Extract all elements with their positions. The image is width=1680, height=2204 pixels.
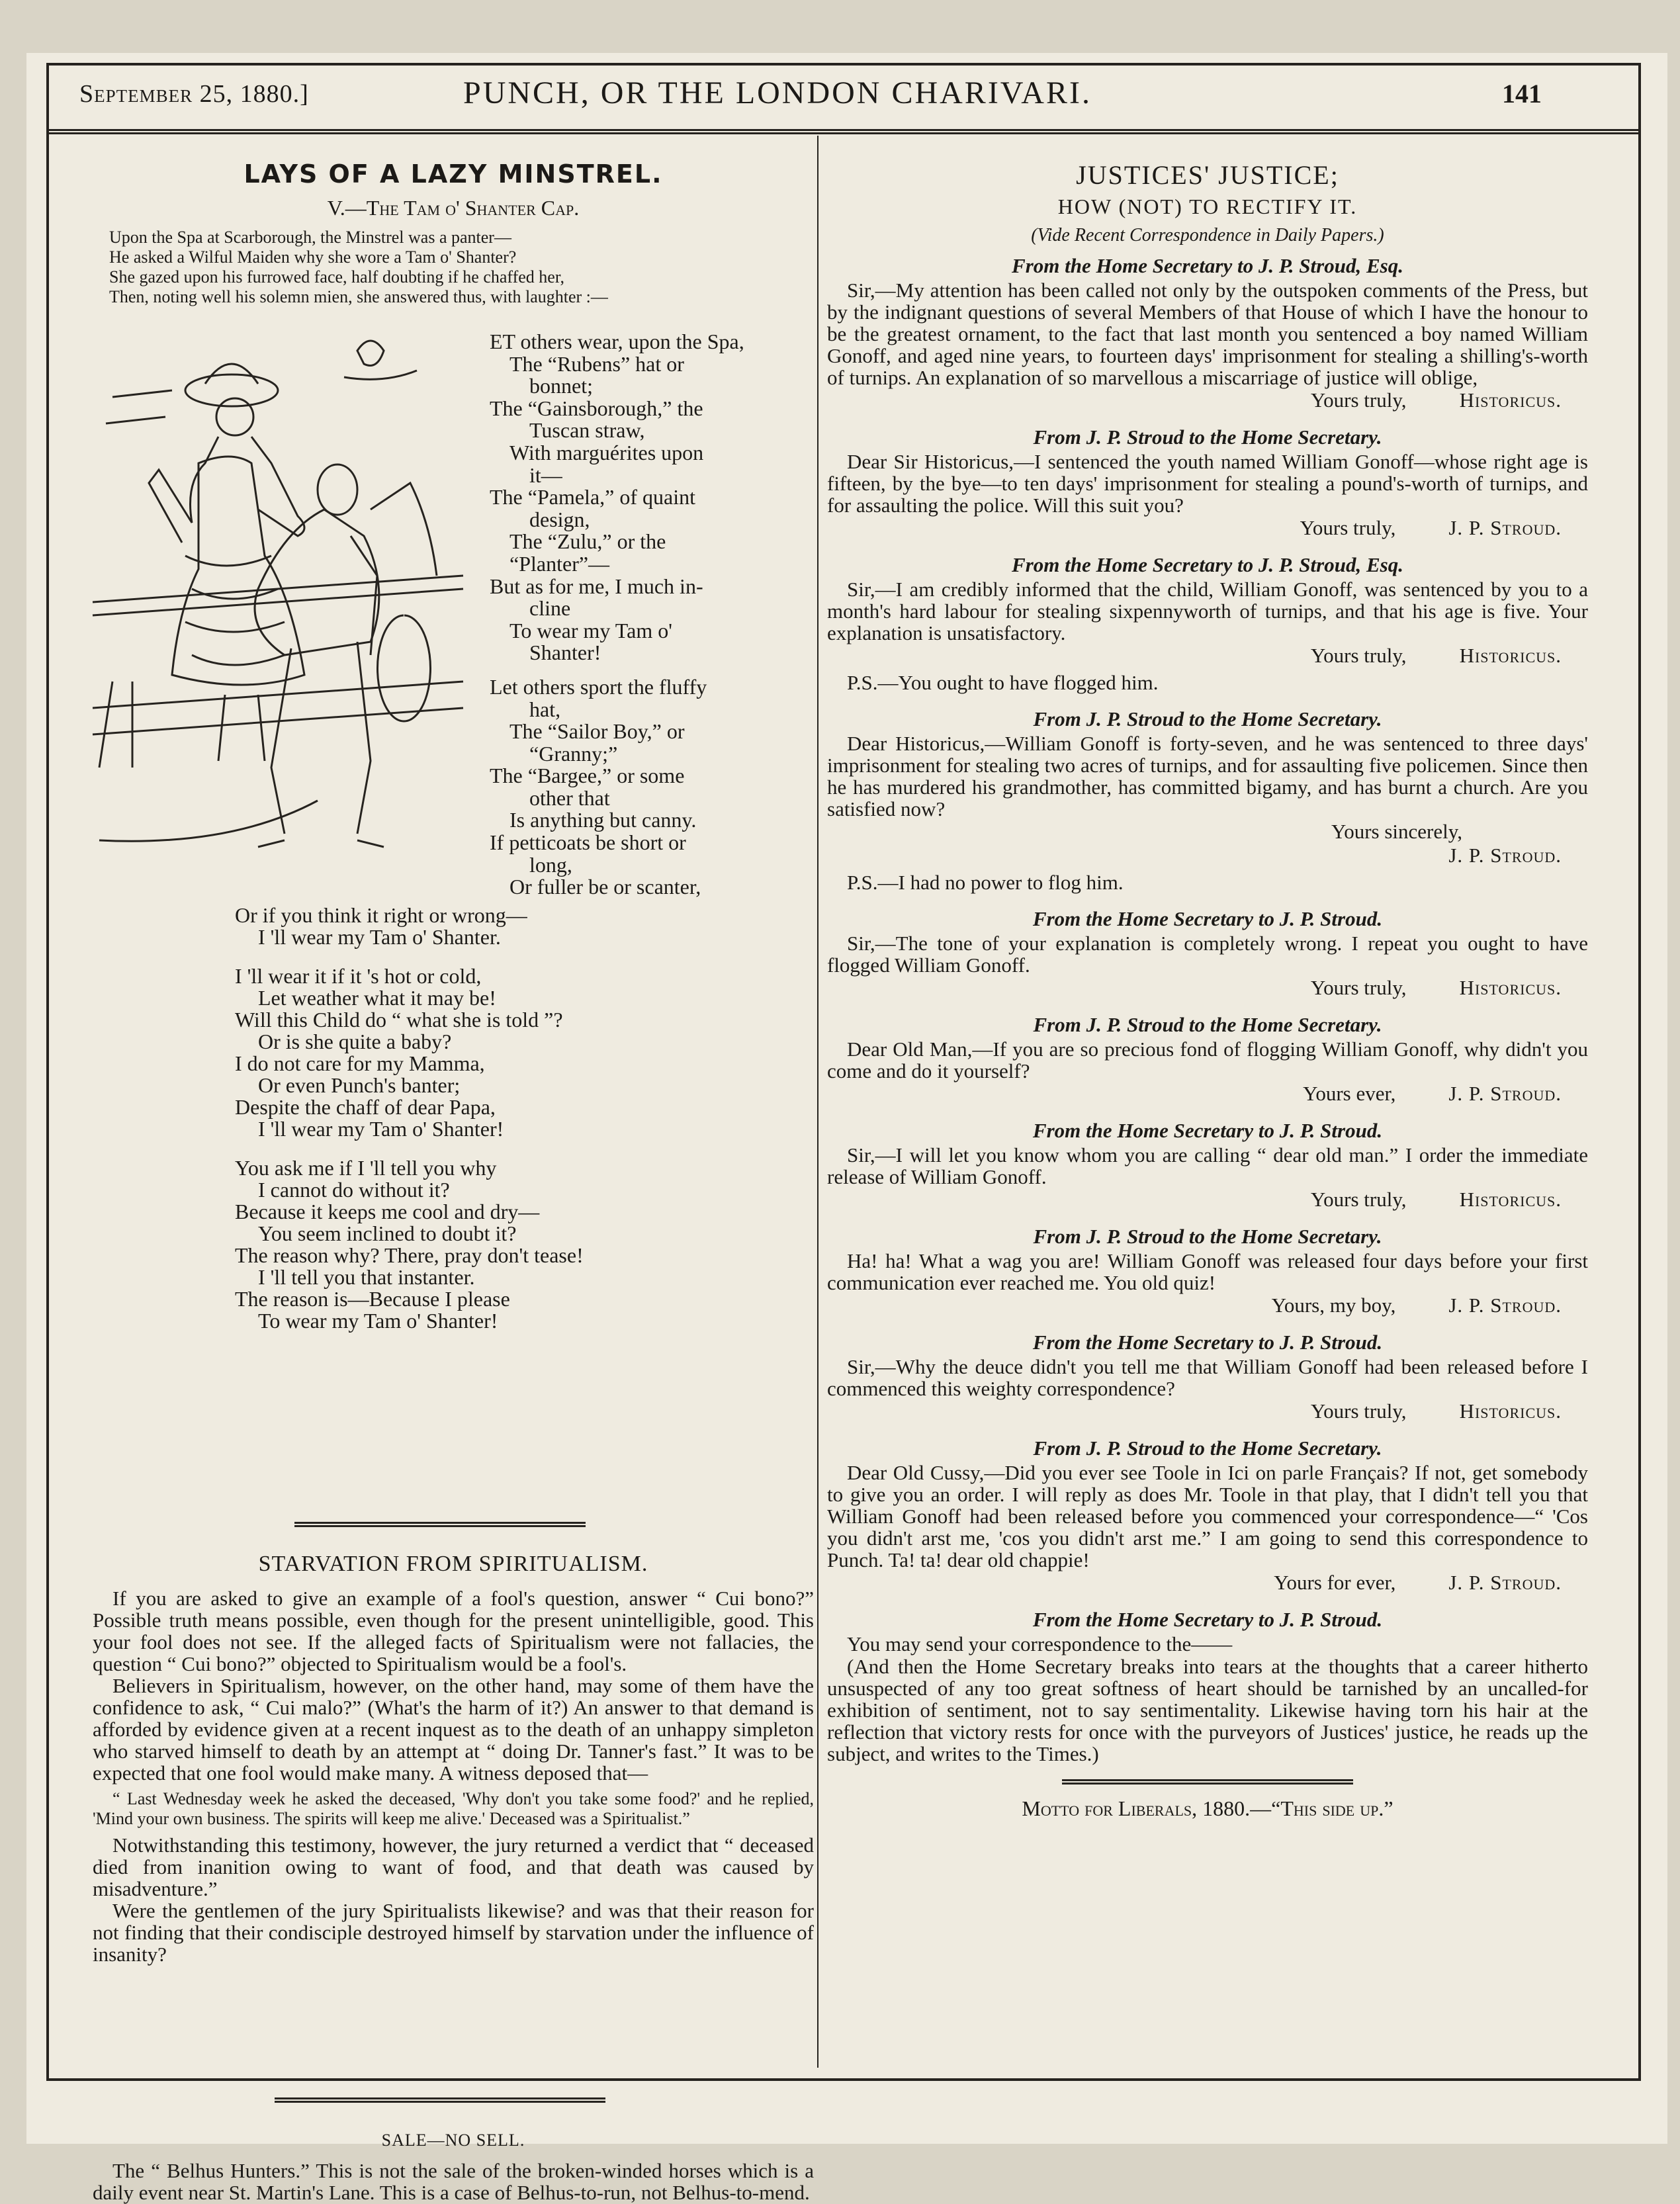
sale-paragraph: The “ Belhus Hunters.” This is not the sale of the broken-winded horses which is a daily event near St. Martin's Lane. This is a case of Belhus-to-run, not Belhus-to-mend. [93, 2159, 814, 2204]
lays-subtitle: V.—The Tam o' Shanter Cap. [327, 196, 580, 220]
letter-body: Dear Sir Historicus,—I sentenced the youth named William Gonoff—whose right age is fifteen, by the bye—to ten days' imprisonment for stealing a pound's-worth of turnips, and for assaulting the police. Will this suit you? [827, 450, 1588, 517]
letter-closing: Yours truly, [1310, 976, 1407, 999]
letter-signature: J. P. Stroud. [1448, 1571, 1562, 1594]
poem-line: If petticoats be short or [490, 830, 686, 855]
poem-stanzas [235, 904, 584, 1332]
intro-line: He asked a Wilful Maiden why she wore a Tam o' Shanter? [109, 247, 517, 267]
poem-line: The “Rubens” hat or [509, 351, 684, 376]
poem-line: The “Pamela,” of quaint [490, 485, 695, 509]
poem-line: it— [529, 463, 562, 487]
letter [827, 706, 1588, 894]
letter-closing: Yours truly, [1310, 644, 1407, 667]
letter-body: Dear Historicus,—William Gonoff is forty-seven, and he was sentenced to three days' imprisonment for stealing two acres of turnips, and for assaulting five policemen. Since then he has murdered his grandmother, has committed bigamy, and has burnt a church. Are you satisfied now? [827, 732, 1588, 820]
letter-signature: J. P. Stroud. [1448, 516, 1562, 539]
intro-line: Upon the Spa at Scarborough, the Minstrel was a panter— [109, 228, 511, 247]
poem-line: other that [529, 785, 610, 810]
starvation-paragraph: Notwithstanding this testimony, however, the jury returned a verdict that “ deceased died from inanition owing to want of food, and that death was caused by misadventure.” [93, 1833, 814, 1900]
left-column [93, 159, 814, 2204]
letter-heading: From the Home Secretary to J. P. Stroud, Esq. [1012, 254, 1403, 277]
letter-postscript: P.S.—I had no power to flog him. [847, 871, 1124, 894]
letter-signature: Historicus. [1459, 976, 1562, 999]
poem-line: Or even Punch's banter; [258, 1073, 461, 1097]
letter [827, 1012, 1588, 1106]
section-rule [275, 2097, 605, 2103]
letter [827, 1223, 1588, 1317]
poem-line: But as for me, I much in- [490, 574, 703, 598]
letter-closing: Yours sincerely, [1331, 820, 1462, 843]
starvation-title: STARVATION FROM SPIRITUALISM. [258, 1552, 648, 1576]
section-rule [1062, 1779, 1353, 1785]
poem-line: Or if you think it right or wrong— [235, 903, 527, 927]
poem-line: You ask me if I 'll tell you why [235, 1156, 497, 1180]
poem-line: I 'll tell you that instanter. [258, 1265, 475, 1289]
letter [827, 906, 1588, 1000]
poem-line: long, [529, 852, 572, 877]
letter-heading: From J. P. Stroud to the Home Secretary. [1033, 1436, 1382, 1460]
justices-subtitle: HOW (NOT) TO RECTIFY IT. [1057, 195, 1358, 218]
letter [827, 552, 1588, 694]
letter-closing: Yours ever, [1303, 1082, 1396, 1105]
letter-signature: Historicus. [1459, 1188, 1562, 1211]
letter-heading: From the Home Secretary to J. P. Stroud. [1032, 907, 1383, 930]
letter-body: Ha! ha! What a wag you are! William Gonoff was released four days before your first communication ever reached me. You old quiz! [827, 1249, 1588, 1294]
letter-body: You may send your correspondence to the—— [847, 1632, 1233, 1655]
letter-heading: From the Home Secretary to J. P. Stroud. [1032, 1608, 1383, 1631]
letter-closing: Yours truly, [1310, 388, 1407, 412]
poem-line: I cannot do without it? [258, 1178, 450, 1202]
poem-line: With marguérites upon [509, 440, 704, 464]
letter-body: Dear Old Cussy,—Did you ever see Toole in Ici on parle Français? If not, get somebody to give you an order. I will reply as does Mr. Toole in that play, that I didn't tell you that William Gonoff had been released before you commenced your correspondence—“ 'Cos you didn't arst me, 'cos you didn't arst me.” I am going to send this correspondence to Punch. Ta! ta! dear old chappie! [827, 1461, 1588, 1571]
starvation-article [93, 1552, 814, 1965]
letter [827, 1435, 1588, 1595]
letter-heading: From J. P. Stroud to the Home Secretary. [1033, 1013, 1382, 1036]
letter-signature: Historicus. [1459, 388, 1562, 412]
lays-title: LAYS OF A LAZY MINSTREL. [243, 159, 663, 189]
poem-line: The reason is—Because I please [235, 1287, 510, 1311]
sale-title: SALE—NO SELL. [381, 2131, 525, 2150]
poem-line: hat, [529, 697, 561, 721]
poem-side-text [490, 331, 814, 899]
letter [827, 1118, 1588, 1212]
poem-line: “Granny;” [529, 741, 618, 766]
letter [827, 1607, 1588, 1765]
poem-line: Or is she quite a baby? [258, 1030, 452, 1053]
poem-line: Shanter! [529, 640, 601, 665]
letter-closing: Yours truly, [1310, 1188, 1407, 1211]
poem-line: I 'll wear my Tam o' Shanter! [258, 1117, 504, 1141]
masthead-title: PUNCH, OR THE LONDON CHARIVARI. [463, 75, 1092, 110]
poem-line: Let weather what it may be! [258, 986, 496, 1010]
letter-signature: Historicus. [1459, 644, 1562, 667]
letter-body: Dear Old Man,—If you are so precious fond of flogging William Gonoff, why didn't you come and do it yourself? [827, 1037, 1588, 1082]
vide-note: (Vide Recent Correspondence in Daily Papers.) [1031, 225, 1384, 245]
poem-line: Is anything but canny. [509, 808, 697, 832]
poem-line: I 'll wear it if it 's hot or cold, [235, 964, 482, 988]
poem-line: The “Sailor Boy,” or [509, 719, 685, 744]
starvation-paragraph: Were the gentlemen of the jury Spiritualists likewise? and was that their reason for not finding that their condisciple destroyed himself by starvation under the influence of insanity? [93, 1899, 814, 1966]
poem-line: Let others sport the fluffy [490, 674, 707, 699]
poem-line: Or fuller be or scanter, [509, 875, 701, 899]
letter-heading: From the Home Secretary to J. P. Stroud. [1032, 1119, 1383, 1142]
letter-body: Sir,—I am credibly informed that the child, William Gonoff, was sentenced by you to a month's hard labour for stealing sixpennyworth of turnips, and that his age is five. Your explanation is unsatisfactory. [827, 578, 1588, 644]
closing-note: (And then the Home Secretary breaks into tears at the thoughts that a career hitherto unsuspected of any too great softness of heart should be tarnished by an uncalled-for exhibition of sentiment, not to say sentimentality. Likewise having torn his hair at the reflection that victory rests for once with the purveyors of Justices' justice, he reads up the subject, and writes to the Times.) [827, 1655, 1588, 1765]
letter-postscript: P.S.—You ought to have flogged him. [847, 671, 1159, 694]
witness-quote: “ Last Wednesday week he asked the deceased, 'Why don't you take some food?' and he replied, 'Mind your own business. The spirits will keep me alive.' Deceased was a Spiritualist.” [93, 1789, 814, 1828]
letter-signature: J. P. Stroud. [1448, 1294, 1562, 1317]
letter-signature: Historicus. [1459, 1399, 1562, 1423]
letter-body: Sir,—The tone of your explanation is completely wrong. I repeat you ought to have flogged William Gonoff. [827, 932, 1588, 977]
poem-line: The “Bargee,” or some [490, 764, 685, 788]
letter-body: Sir,—Why the deuce didn't you tell me that William Gonoff had been released before I commenced this weighty correspondence? [827, 1355, 1588, 1400]
poem-line: ET others wear, upon the Spa, [490, 330, 744, 353]
poem-line: Despite the chaff of dear Papa, [235, 1095, 496, 1119]
poem-line: design, [529, 507, 590, 531]
column-divider [817, 136, 818, 2068]
starvation-paragraph: Believers in Spiritualism, however, on the other hand, may some of them have the confidence to ask, “ Cui malo?” (What's the harm of it?) An answer to that demand is afforded by evidence given at a recent inquest as to the death of an unhappy simpleton who starved himself to death by an attempt at “ doing Dr. Tanner's fast.” It was to be expected that one fool would make many. A witness deposed that— [93, 1674, 814, 1785]
poem-line: The reason why? There, pray don't tease! [235, 1243, 584, 1267]
letter-closing: Yours for ever, [1274, 1571, 1396, 1594]
poem-line: Tuscan straw, [529, 418, 645, 443]
sale-article [93, 2131, 814, 2203]
letter-body: Sir,—I will let you know whom you are calling “ dear old man.” I order the immediate release of William Gonoff. [827, 1143, 1588, 1188]
letter [827, 253, 1588, 412]
poem-line: The “Gainsborough,” the [490, 396, 703, 420]
letter-closing: Yours truly, [1310, 1399, 1407, 1423]
letter-signature: J. P. Stroud. [1448, 1082, 1562, 1105]
intro-line: Then, noting well his solemn mien, she answered thus, with laughter :— [109, 287, 608, 306]
poem-line: I do not care for my Mamma, [235, 1051, 485, 1075]
motto: Motto for Liberals, 1880.—“This side up.” [1022, 1796, 1393, 1820]
poem-line: Will this Child do “ what she is told ”? [235, 1008, 563, 1032]
header-rule [46, 129, 1641, 134]
poem-line: To wear my Tam o' Shanter! [258, 1309, 498, 1333]
poem-line: Because it keeps me cool and dry— [235, 1200, 540, 1223]
poem-line: bonnet; [529, 374, 593, 398]
letter-heading: From J. P. Stroud to the Home Secretary. [1033, 707, 1382, 730]
issue-date: September 25, 1880.] [79, 80, 309, 108]
poem-line: To wear my Tam o' [509, 618, 672, 642]
intro-line: She gazed upon his furrowed face, half doubting if he chaffed her, [109, 267, 564, 287]
right-column [827, 159, 1588, 1823]
poem-line: I 'll wear my Tam o' Shanter. [258, 925, 501, 949]
letter-heading: From J. P. Stroud to the Home Secretary. [1033, 1225, 1382, 1248]
starvation-paragraph: If you are asked to give an example of a fool's question, answer “ Cui bono?” Possible truth means possible, even though for the present unintelligible, good. This your fool does not see. If the alleged facts of Spiritualism were not fallacies, the question “ Cui bono?” objected to Spiritualism would be a fool's. [93, 1587, 814, 1675]
page-number: 141 [1502, 79, 1542, 109]
lays-intro [109, 228, 814, 307]
poem-line: You seem inclined to doubt it? [258, 1221, 517, 1245]
letter [827, 424, 1588, 540]
letter-closing: Yours, my boy, [1271, 1294, 1396, 1317]
letter-heading: From the Home Secretary to J. P. Stroud. [1032, 1331, 1383, 1354]
letter-closing: Yours truly, [1300, 516, 1396, 539]
letter [827, 1329, 1588, 1423]
poem-line: cline [529, 596, 571, 621]
justices-title: JUSTICES' JUSTICE; [1076, 160, 1339, 190]
letter-heading: From J. P. Stroud to the Home Secretary. [1033, 425, 1382, 449]
letter-heading: From the Home Secretary to J. P. Stroud, Esq. [1012, 553, 1403, 576]
section-rule [294, 1522, 586, 1527]
tam-o-shanter-illustration [93, 337, 490, 999]
poem-line: The “Zulu,” or the [509, 529, 666, 554]
poem-line: “Planter”— [509, 551, 610, 576]
letter-signature: J. P. Stroud. [1448, 844, 1562, 867]
letter-body: Sir,—My attention has been called not only by the outspoken comments of the Press, but by the indignant questions of several Members of that House of which I have the honour to be the greatest ornament, to the fact that last month you sentenced a boy named William Gonoff, and aged nine years, to fourteen days' imprisonment for stealing a shilling's-worth of turnips. An explanation of so marvellous a miscarriage of justice will oblige, [827, 279, 1588, 389]
